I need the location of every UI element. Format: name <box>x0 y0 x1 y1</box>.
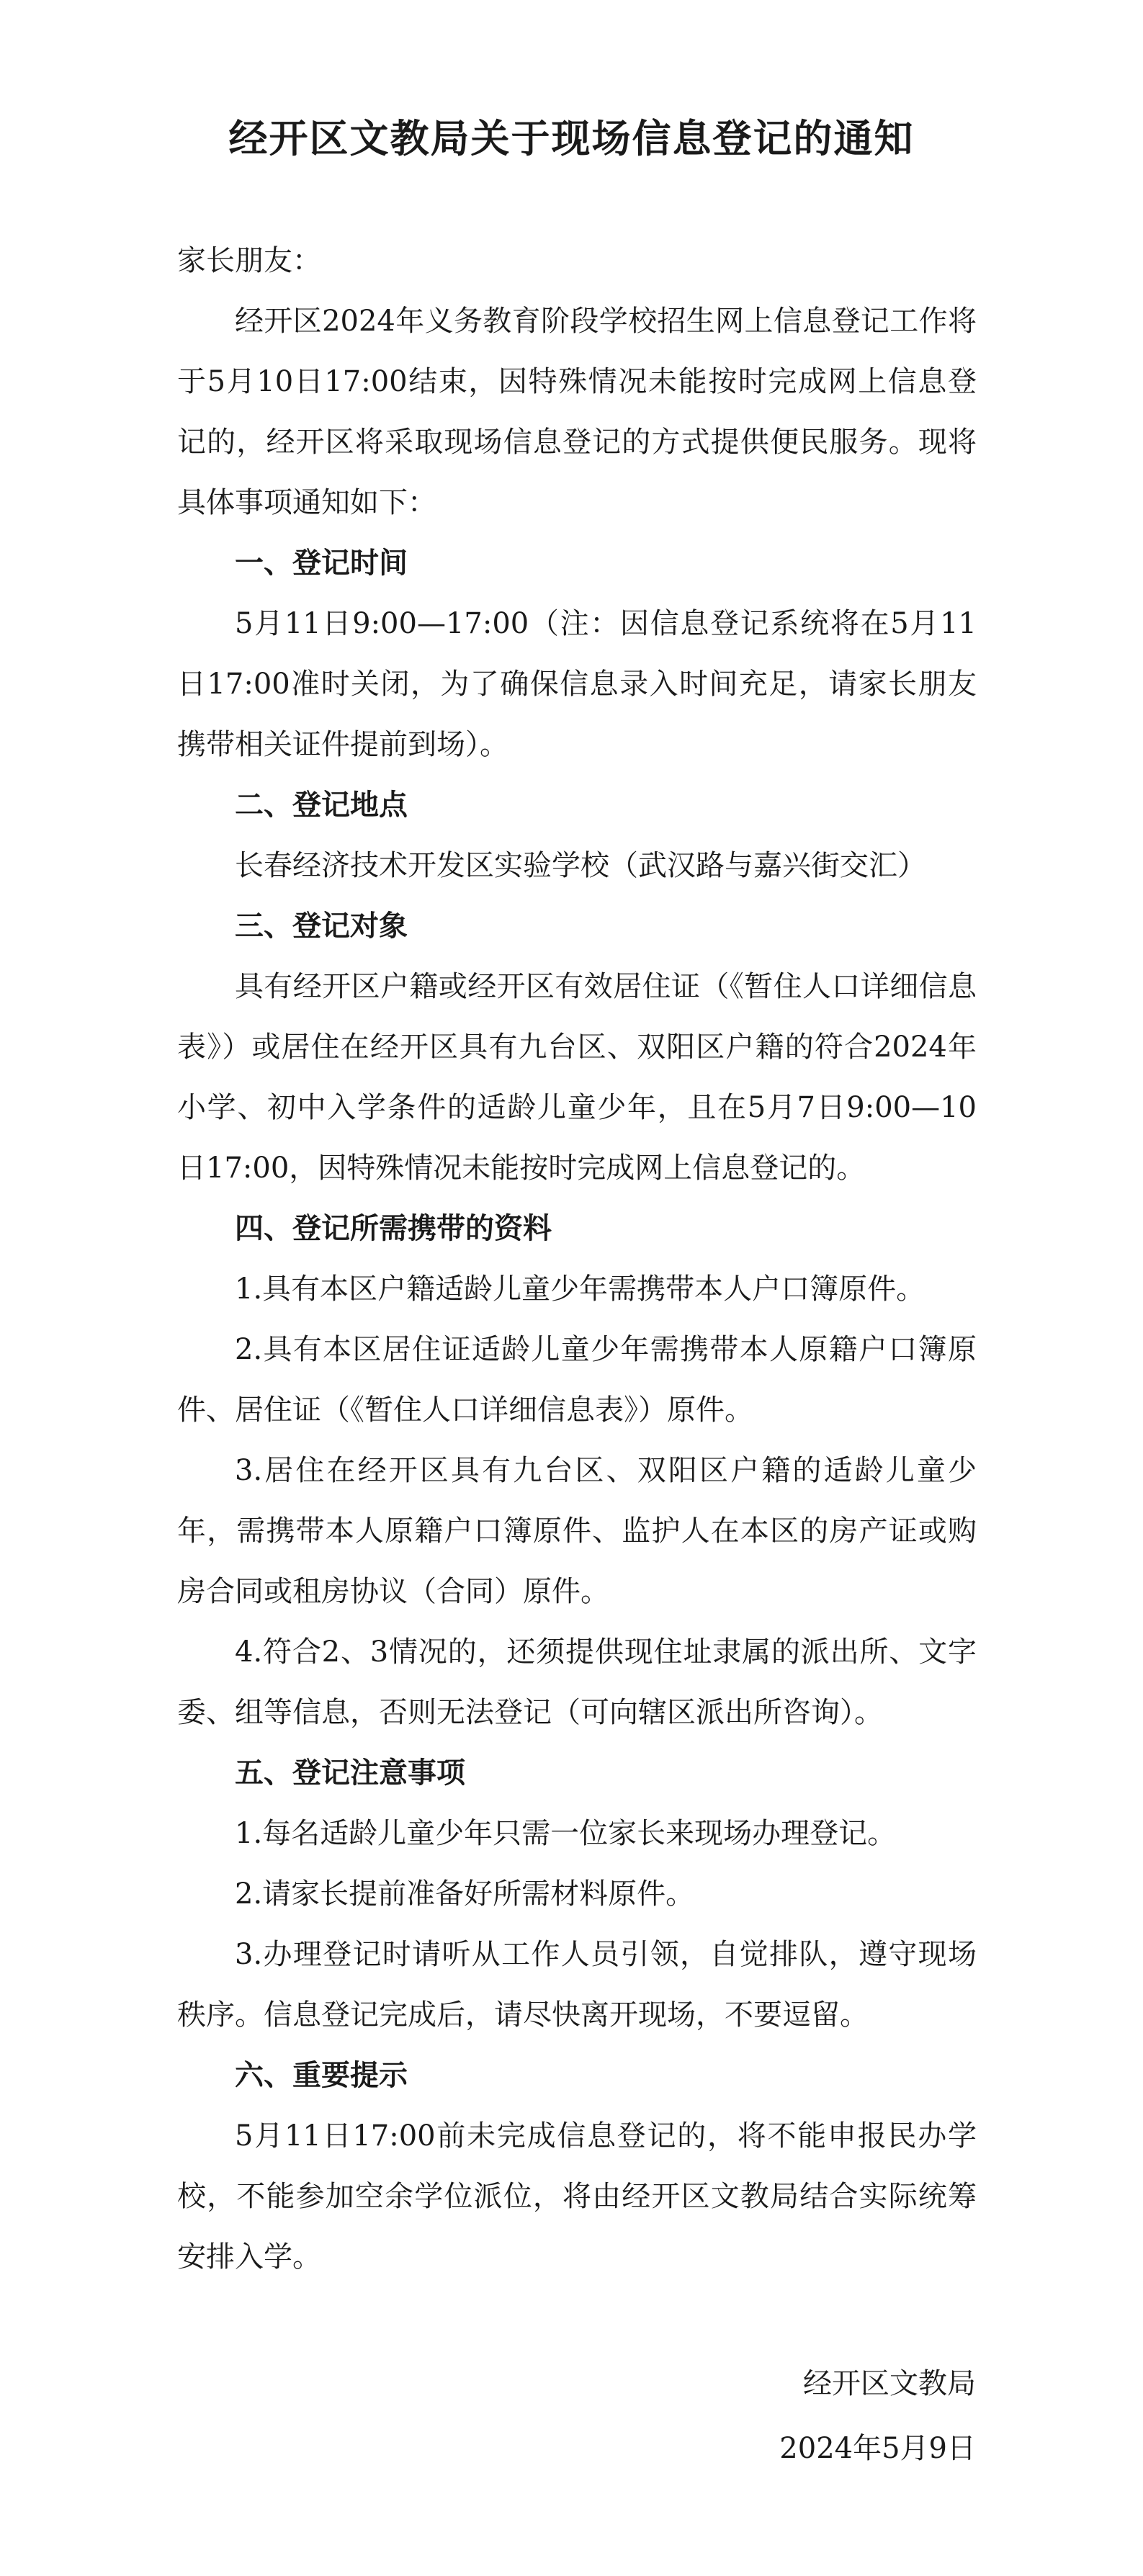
section-heading-eligibility: 三、登记对象 <box>235 910 408 943</box>
section-paragraph: 5月11日17:00前未完成信息登记的，将不能申报民办学校，不能参加空余学位派位，将由经开区文教局结合实际统筹安排入学。 <box>177 2119 977 2274</box>
page-title: 经开区文教局关于现场信息登记的通知 <box>228 116 915 161</box>
signature-org: 经开区文教局 <box>803 2367 976 2400</box>
list-item: 1.每名适龄儿童少年只需一位家长来现场办理登记。 <box>235 1817 897 1850</box>
signature-block <box>779 2351 976 2481</box>
list-item: 4.符合2、3情况的，还须提供现住址隶属的派出所、文字委、组等信息，否则无法登记（可向辖区派出所咨询）。 <box>177 1635 977 1729</box>
section-heading-location: 二、登记地点 <box>235 789 408 822</box>
intro-paragraph: 经开区2024年义务教育阶段学校招生网上信息登记工作将于5月10日17:00结束，因特殊情况未能按时完成网上信息登记的，经开区将采取现场信息登记的方式提供便民服务。现将具体事项通知如下： <box>177 305 977 519</box>
signature-date: 2024年5月9日 <box>779 2432 976 2465</box>
section-paragraph: 长春经济技术开发区实验学校（武汉路与嘉兴街交汇） <box>235 849 926 882</box>
section-heading-notes: 五、登记注意事项 <box>235 1756 465 1790</box>
list-item: 2.请家长提前准备好所需材料原件。 <box>235 1877 695 1911</box>
list-item: 3.居住在经开区具有九台区、双阳区户籍的适龄儿童少年，需携带本人原籍户口簿原件、监护人在本区的房产证或购房合同或租房协议（合同）原件。 <box>177 1454 977 1608</box>
list-item: 3.办理登记时请听从工作人员引领，自觉排队，遵守现场秩序。信息登记完成后，请尽快离开现场，不要逗留。 <box>177 1938 977 2032</box>
section-paragraph: 具有经开区户籍或经开区有效居住证（《暂住人口详细信息表》）或居住在经开区具有九台区、双阳区户籍的符合2024年小学、初中入学条件的适龄儿童少年，且在5月7日9:00—10日17:00，因特殊情况未能按时完成网上信息登记的。 <box>177 970 977 1185</box>
notice-body <box>177 230 977 2287</box>
section-heading-materials: 四、登记所需携带的资料 <box>235 1212 552 1245</box>
section-heading-time: 一、登记时间 <box>235 547 408 580</box>
section-paragraph: 5月11日9:00—17:00（注：因信息登记系统将在5月11日17:00准时关闭，为了确保信息录入时间充足，请家长朋友携带相关证件提前到场）。 <box>177 607 977 761</box>
section-heading-important: 六、重要提示 <box>235 2059 408 2092</box>
list-item: 2.具有本区居住证适龄儿童少年需携带本人原籍户口簿原件、居住证（《暂住人口详细信息表》）原件。 <box>177 1333 977 1427</box>
list-item: 1.具有本区户籍适龄儿童少年需携带本人户口簿原件。 <box>235 1273 925 1306</box>
greeting: 家长朋友： <box>177 244 321 277</box>
